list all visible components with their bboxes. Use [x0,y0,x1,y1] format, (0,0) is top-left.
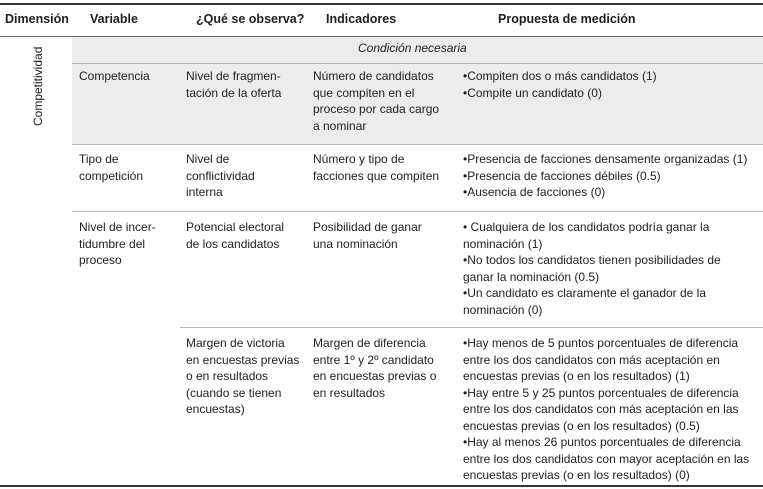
dimension-label: Competitividad [31,46,45,126]
text-line: •Hay al menos 26 puntos porcentuales de diferencia [463,435,741,449]
text-line: Potencial electoral [186,220,285,234]
header-dimension: Dimensión [5,12,69,26]
top-rule [0,3,763,5]
text-line: Número y tipo de [313,152,405,166]
text-line: Posibilidad de ganar [313,220,422,234]
text-line: Tipo de [79,152,119,166]
text-line: entre los dos candidatos con más aceptación en [463,352,720,367]
text-line: interna [186,185,223,199]
header-indicators: Indicadores [326,12,397,26]
text-line: facciones que compiten [313,168,440,183]
text-line: Margen de diferencia [313,336,426,350]
text-line: Número de candidatos [313,69,434,83]
text-line: de los candidatos [186,236,280,251]
text-line: en encuestas previas [186,352,300,367]
header-variable: Variable [90,12,138,26]
row4-measure [463,335,749,484]
text-line: •Hay entre 5 y 25 puntos porcentuales de diferencia [463,385,739,400]
row-rule-3 [180,327,763,328]
text-line: competición [79,168,144,183]
text-line: que compiten en el [313,85,415,100]
text-line: o en resultados [186,369,269,383]
table-header [0,0,763,38]
row3-measure [463,219,721,318]
row3-indicator [313,219,422,252]
text-line: proceso [79,253,122,267]
text-line: Nivel de incer- [79,220,156,234]
row2-measure [463,151,747,201]
text-line: Margen de victoria [186,336,285,350]
text-line: encuestas previas (o en los resultados) (0.5) [463,418,700,433]
row1-indicator [313,68,439,134]
text-line: •Hay menos de 5 puntos porcentuales de diferencia [463,336,739,350]
text-line: entre 1º y 2º candidato [313,352,434,367]
text-line: •Un candidato es claramente el ganador de la [463,286,707,300]
text-line: (cuando se tienen [186,385,282,400]
bottom-rule [0,485,763,487]
text-line: tación de la oferta [186,85,282,100]
row-rule-1 [72,144,763,145]
text-line: Nivel de [186,152,230,166]
text-line: •No todos los candidatos tienen posibilidades de [463,253,721,267]
text-line: en resultados [313,385,386,400]
text-line: • Cualquiera de los candidatos podría ganar la [463,220,710,234]
text-line: tidumbre del [79,236,146,251]
text-line: encuestas previas (o en los resultados) (1) [463,369,690,383]
text-line: Nivel de fragmen- [186,69,281,83]
section-rule [72,63,763,64]
text-line: •Presencia de facciones densamente organizadas (1) [463,152,748,166]
row3-observe [186,219,284,252]
row4-observe [186,335,299,418]
row2-variable [79,151,143,184]
text-line: proceso por cada cargo [313,102,440,116]
text-line: Competencia [79,69,150,83]
text-line: nominación (0) [463,302,543,317]
text-line: entre los dos candidatos con más aceptación en las [463,402,739,416]
row-rule-2 [72,211,763,212]
text-line: nominación (1) [463,236,543,251]
text-line: encuestas) [186,402,245,416]
text-line: a nominar [313,118,367,133]
text-line: conflictividad [186,168,255,183]
text-line: •Presencia de facciones débiles (0.5) [463,168,661,183]
row1-measure [463,68,657,101]
row1-variable [79,68,150,85]
text-line: encuestas previas (o en los resultados) (0) [463,468,690,482]
row4-indicator [313,335,436,401]
text-line: •Ausencia de facciones (0) [463,185,606,199]
section-label: Condición necesaria [358,41,467,55]
text-line: entre los dos candidatos con mayor aceptación en las [463,451,750,466]
row1-observe [186,68,281,101]
text-line: •Compite un candidato (0) [463,85,602,100]
text-line: en encuestas previas o [313,369,437,383]
text-line: •Compiten dos o más candidatos (1) [463,69,657,83]
text-line: una nominación [313,236,398,251]
row2-observe [186,151,255,201]
header-observe: ¿Qué se observa? [196,12,305,26]
row2-indicator [313,151,439,184]
row3-variable [79,219,156,269]
text-line: ganar la nominación (0.5) [463,269,600,284]
header-measure: Propuesta de medición [498,12,636,26]
